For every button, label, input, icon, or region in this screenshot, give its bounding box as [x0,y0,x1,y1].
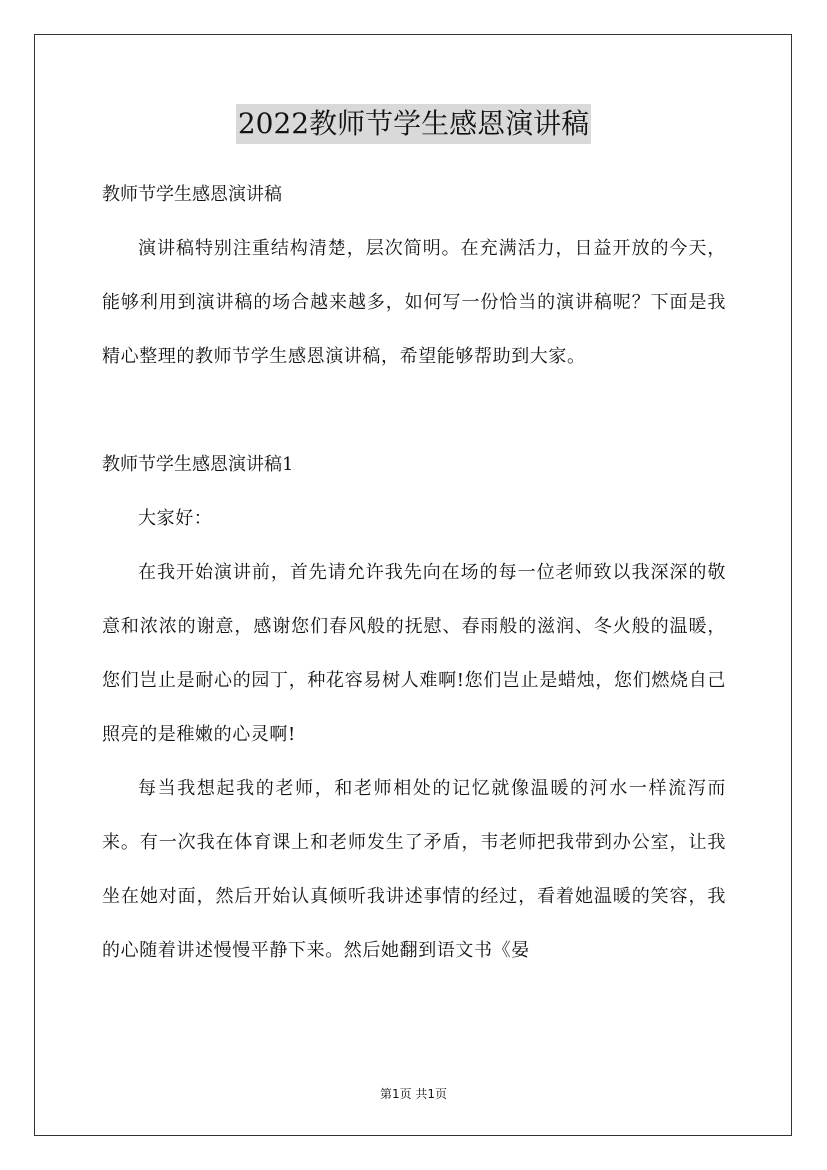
intro-paragraph: 演讲稿特别注重结构清楚，层次简明。在充满活力，日益开放的今天，能够利用到演讲稿的场合越来越多，如何写一份恰当的演讲稿呢？下面是我精心整理的教师节学生感恩演讲稿，希望能够帮助到大家。 [102,238,726,367]
document-title: 2022教师节学生感恩演讲稿 [236,104,591,144]
blank-line [102,384,726,438]
document-subtitle: 教师节学生感恩演讲稿 [102,184,282,205]
body-paragraph-1: 在我开始演讲前，首先请允许我先向在场的每一位老师致以我深深的敬意和浓浓的谢意，感谢您们春风般的抚慰、春雨般的滋润、冬火般的温暖，您们岂止是耐心的园丁，种花容易树人难啊!您们岂止是蜡烛，您们燃烧自己照亮的是稚嫩的心灵啊! [102,562,726,745]
title-container [0,104,827,144]
section-heading: 教师节学生感恩演讲稿1 [102,454,294,475]
document-body [102,168,726,978]
greeting-line: 大家好： [138,508,213,529]
page-footer: 第1页 共1页 [379,1087,448,1101]
body-paragraph-2: 每当我想起我的老师，和老师相处的记忆就像温暖的河水一样流泻而来。有一次我在体育课上和老师发生了矛盾，韦老师把我带到办公室，让我坐在她对面，然后开始认真倾听我讲述事情的经过，看着她温暖的笑容，我的心随着讲述慢慢平静下来。然后她翻到语文书《晏 [102,778,726,961]
